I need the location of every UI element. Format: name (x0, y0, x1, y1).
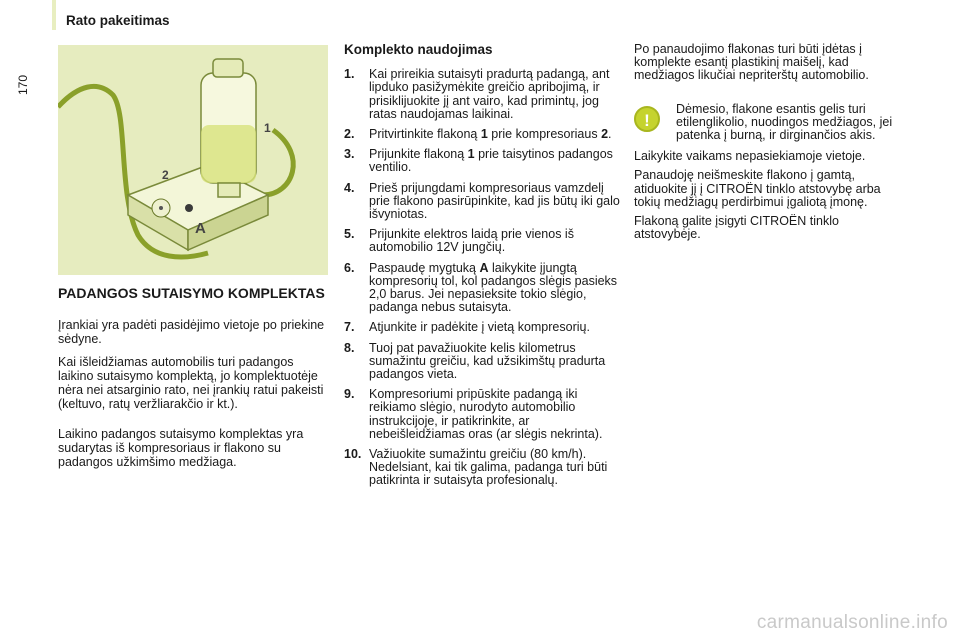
section-title: Rato pakeitimas (66, 13, 170, 28)
label-2: 2 (162, 168, 169, 182)
middle-column (344, 43, 620, 495)
right-column (634, 43, 906, 247)
page-number: 170 (16, 74, 30, 95)
exclamation-icon: ! (634, 106, 660, 132)
step-item: 4. Prieš prijungdami kompresoriaus vamzdelį prie flakono pasirūpinkite, kad jis būtų iki galo išvyniotas. (344, 180, 620, 222)
left-column (58, 284, 328, 478)
page-number-wrap (16, 74, 36, 109)
watermark: carmanualsonline.info (756, 612, 948, 633)
repair-kit-drawing (58, 45, 328, 275)
usage-heading: Komplekto naudojimas (344, 42, 493, 57)
step-item: 10. Važiuokite sumažintu greičiu (80 km/h). Nedelsiant, kai tik galima, padanga turi būti patikrinta ir sutaisyta profesionalų. (344, 447, 608, 488)
kit-heading: PADANGOS SUTAISYMO KOMPLEKTAS (58, 285, 325, 301)
right-paragraph-2: Laikykite vaikams nepasiekiamoje vietoje. (634, 149, 866, 164)
step-item: 5. Prijunkite elektros laidą prie vienos iš automobilio 12V jungčių. (344, 227, 574, 255)
step-item: 8. Tuoj pat pavažiuokite kelis kilometrus sumažintu greičiu, kad užsikimštų pradurta padangos vieta. (344, 340, 606, 382)
step-item: 7. Atjunkite ir padėkite į vietą kompresorių. (344, 320, 590, 335)
label-1: 1 (264, 121, 271, 135)
step-item: 2. Pritvirtinkite flakoną 1 prie kompresoriaus 2. (344, 127, 612, 142)
left-paragraph-3: Laikino padangos sutaisymo komplektas yra sudarytas iš kompresoriaus ir flakono su padangos užkimšimo medžiaga. (58, 427, 304, 469)
left-paragraph-1: Įrankiai yra padėti pasidėjimo vietoje po priekine sėdyne. (58, 318, 325, 346)
step-item: 1. Kai prireikia sutaisyti pradurtą padangą, ant lipduko pasižymėkite greičio apribojimą, ir prisiklijuokite jį ant vairo, kad primintų, jog ratas naudojamas laikinai. (344, 67, 610, 121)
step-item: 9. Kompresoriumi pripūskite padangą iki reikiamo slėgio, nurodyto automobilio instrukcijoje, ir patikrinkite, ar nebeišleidžiamas oras (ar slėgis nekrinta). (344, 387, 603, 441)
warning-note (634, 103, 906, 143)
right-paragraph-3: Panaudoję neišmeskite flakono į gamtą, atiduokite jį į CITROËN tinklo atstovybę arba tokių medžiagų perdirbimui įgaliotą įmonę. (634, 168, 881, 209)
header-accent-bar (52, 0, 56, 30)
repair-kit-illustration (58, 45, 328, 275)
right-paragraph-1: Po panaudojimo flakonas turi būti įdėtas į komplekte esantį plastikinį maišelį, kad medžiagos likučiai nepriterštų automobilio. (634, 42, 869, 83)
warning-text: Dėmesio, flakone esantis gelis turi etilenglikolio, nuodingos medžiagos, jei patenka į burną, ir dirginančios akis. (676, 101, 893, 143)
step-item: 3. Prijunkite flakoną 1 prie taisytinos padangos ventilio. (344, 147, 613, 175)
label-a: A (195, 220, 206, 237)
step-item: 6. Paspaudę mygtuką A laikykite įjungtą kompresorių tol, kol padangos slėgis pasieks 2,0 barus. Jei nepasieksite tokio slėgio, padanga nebus sutaisyta. (344, 260, 618, 315)
left-paragraph-2: Kai išleidžiamas automobilis turi padangos laikino sutaisymo komplektą, jo komplektuotėje nėra nei atsarginio rato, nei įrankių ratui pakeisti (keltuvo, ratų veržliarakčio ir kt.). (58, 355, 324, 411)
right-paragraph-4: Flakoną galite įsigyti CITROËN tinklo atstovybėje. (634, 214, 839, 242)
